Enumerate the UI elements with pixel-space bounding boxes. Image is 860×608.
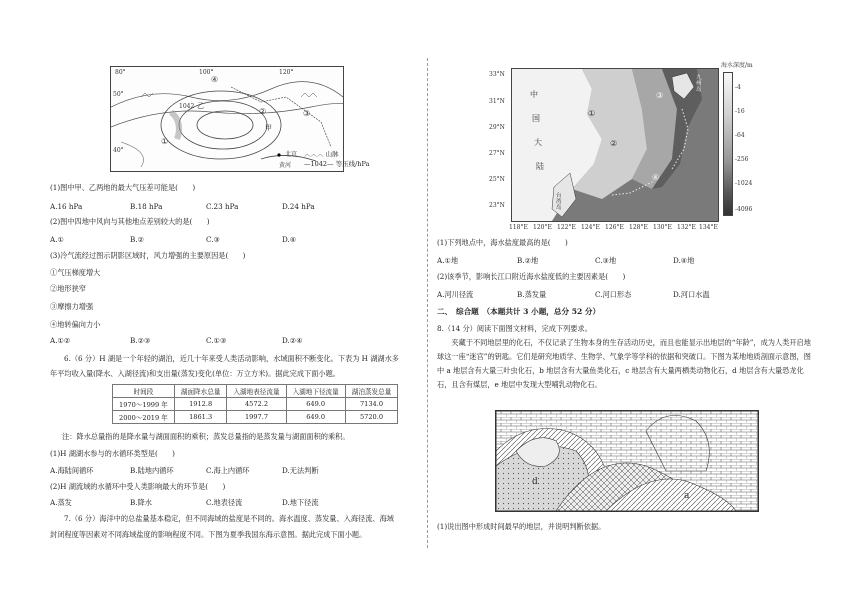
map-text-china: 国 <box>532 114 540 123</box>
option[interactable]: D.无法判断 <box>282 466 319 475</box>
option[interactable]: C.河口形态 <box>595 290 632 299</box>
statement-item: ③摩擦力增强 <box>50 302 94 311</box>
map-point-1: ① <box>588 109 596 118</box>
table-cell: 5720.0 <box>345 411 398 424</box>
depth-tick: -4 <box>735 84 741 91</box>
section-heading: 二、 综合题 （本题共计 3 小题，总分 52 分） <box>437 307 601 316</box>
question-intro: 封闭程度等因素对不同海域盐度的影响程度不同。下图为夏季我国东海示意图。据此完成下面小题。 <box>50 530 367 539</box>
table-cell: 4572.2 <box>227 398 286 411</box>
point-3: ③ <box>303 109 311 118</box>
map-text-china: 陆 <box>536 162 544 171</box>
legend-isobar: 等压线/hPa <box>335 160 370 168</box>
river-label: 黄河 <box>279 162 292 169</box>
mountain-legend-icon: ︿︿︿ <box>304 150 326 158</box>
beijing-label: 北京 <box>285 151 298 158</box>
statement-item: ②地形狭窄 <box>50 284 86 293</box>
option[interactable]: A.蒸发 <box>50 498 72 507</box>
left-column <box>50 0 410 608</box>
map-text-china: 中 <box>530 90 538 99</box>
table-header-cell: 湖面降水总量 <box>174 385 227 398</box>
option[interactable]: B.② <box>130 235 145 244</box>
depth-tick: -1024 <box>735 180 753 187</box>
table-cell: 1861.3 <box>174 411 227 424</box>
option[interactable]: B.蒸发量 <box>517 290 547 299</box>
lat-label: 40° <box>113 147 124 154</box>
table-cell: 1912.8 <box>174 398 227 411</box>
option[interactable]: D.④地 <box>673 256 695 265</box>
lat-label: 50° <box>113 91 124 98</box>
lake-data-table <box>112 384 398 424</box>
legend-mountain: 山脉 <box>325 150 339 158</box>
right-column <box>437 0 813 608</box>
lat-label: 25°N <box>489 176 505 183</box>
option[interactable]: D.24 hPa <box>282 202 315 211</box>
table-header-cell: 入湖地下径流量 <box>286 385 345 398</box>
question-text: (2)该季节，影响长江口附近海水盐度低的主要因素是( ) <box>437 272 626 281</box>
point-4: ④ <box>211 75 219 84</box>
map-point-2: ② <box>610 139 618 148</box>
layer-label-a: a <box>684 491 690 501</box>
question-text: (2)图中四地中风向与其他地点差别较大的是( ) <box>50 217 210 226</box>
option[interactable]: A.16 hPa <box>50 202 83 211</box>
option[interactable]: D.河口水温 <box>673 290 710 299</box>
table-cell: 7134.0 <box>345 398 398 411</box>
question-intro: 6.（6 分）H 湖是一个年轻的湖泊，近几十年来受人类活动影响，水域面积不断变化。下表为 H 湖湖水多 <box>64 354 399 363</box>
question-intro: 年平均收入量(降水、入湖径流)和支出量(蒸发)变化(单位：万立方米)。据此完成下面小题。 <box>50 369 340 378</box>
question-text: (1)H 湖湖水参与的水循环类型是( ) <box>50 449 175 458</box>
statement-item: ①气压梯度增大 <box>50 268 101 277</box>
lon-label: 126°E <box>605 224 624 231</box>
map-legend-isobar <box>304 160 369 169</box>
lon-label: 120° <box>279 69 294 76</box>
isobar-legend-icon: —1042— <box>304 160 336 168</box>
point-2: ② <box>259 107 267 116</box>
question-intro: 8.（14 分）阅读下面图文材料，完成下列要求。 <box>437 324 592 333</box>
table-row <box>113 398 398 411</box>
column-divider <box>427 58 428 548</box>
option[interactable]: C.③地 <box>595 256 617 265</box>
depth-tick: -64 <box>735 132 745 139</box>
lat-label: 31°N <box>489 98 505 105</box>
option[interactable]: C.地表径流 <box>206 498 243 507</box>
option[interactable]: D.②④ <box>282 336 303 345</box>
map-point-3: ③ <box>656 91 664 100</box>
option[interactable]: B.降水 <box>130 498 152 507</box>
kyushu-label: 九州岛 <box>696 75 702 93</box>
table-header-cell: 湖泊蒸发总量 <box>345 385 398 398</box>
option[interactable]: B.18 hPa <box>130 202 163 211</box>
lon-label: 128°E <box>629 224 648 231</box>
lon-label: 120°E <box>533 224 552 231</box>
table-cell: 1997.7 <box>227 411 286 424</box>
table-header-cell: 时间段 <box>113 385 175 398</box>
geology-graphic <box>496 411 758 511</box>
depth-color-bar <box>723 72 733 216</box>
question-text: (1)图中甲、乙两地的最大气压差可能是( ) <box>50 183 196 192</box>
question-text: (1)说出图中形成时间最早的地层，并说明判断依据。 <box>437 522 606 531</box>
question-text: (1)下列地点中，海水盐度最高的是( ) <box>437 238 568 247</box>
place-jia: 甲 <box>265 124 272 132</box>
table-header-row <box>113 385 398 398</box>
lon-label: 122°E <box>557 224 576 231</box>
option[interactable]: D.④ <box>282 235 297 244</box>
depth-tick: -16 <box>735 108 745 115</box>
option[interactable]: B.②地 <box>517 256 539 265</box>
east-china-sea-map <box>511 68 719 222</box>
lat-label: 29°N <box>489 124 505 131</box>
depth-tick: -256 <box>735 156 749 163</box>
table-header-cell: 入湖地表径流量 <box>227 385 286 398</box>
question-intro: 7.（6 分）海洋中的总盐量基本稳定，但不同海域的盐度是不同的。海水温度、蒸发量、入海径流、海域 <box>64 514 394 523</box>
material-paragraph: 夹藏于不同地层里的化石，不仅记录了生物本身的生存活动历史，而且也能显示出地层的“年龄”，成为人类开启地球这一座“迷宫”的钥匙。它们是研究地质学、生物学、气象学等学科的依据和突破口。下图为某地地质剖面示意图，图中 a 地层含有大量三叶虫化石，b 地层含有大量鱼类化石，c 地层含有大量两栖类动物化石，d 地层含有大量恐龙化石，且含有煤层，e 地层中发现大型哺乳动物化石。 <box>437 338 811 389</box>
option[interactable]: A.海陆间循环 <box>50 466 94 475</box>
table-cell: 2000～2019 年 <box>113 411 175 424</box>
option[interactable]: A.①地 <box>437 256 459 265</box>
option[interactable]: C.①③ <box>206 336 227 345</box>
question-text: (2)H 湖流域的水循环中受人类影响最大的环节是( ) <box>50 482 226 491</box>
depth-tick: -4096 <box>735 206 753 213</box>
lon-label: 80° <box>115 69 126 76</box>
option[interactable]: C.③ <box>206 235 220 244</box>
lon-label: 130°E <box>653 224 672 231</box>
lon-label: 124°E <box>581 224 600 231</box>
lon-label: 132°E <box>677 224 696 231</box>
option[interactable]: B.陆地内循环 <box>130 466 174 475</box>
lon-label: 134°E <box>699 224 718 231</box>
map-legend <box>304 150 339 159</box>
lat-label: 33°N <box>489 71 505 78</box>
table-cell: 1970～1999 年 <box>113 398 175 411</box>
layer-label-d: d <box>532 477 538 487</box>
lon-label: 100° <box>199 69 214 76</box>
table-note: 注：降水总量指的是降水量与湖面面积的乘积；蒸发总量指的是蒸发量与湖面面积的乘积。 <box>62 432 350 441</box>
map-point-4: ④ <box>652 173 660 182</box>
taiwan-label: 台湾岛 <box>556 193 562 211</box>
option[interactable]: C.23 hPa <box>206 202 239 211</box>
map-text-china: 大 <box>534 138 542 147</box>
question-text: (3)冷气流经过图示阴影区域时，风力增强的主要原因是( ) <box>50 251 246 260</box>
table-row <box>113 411 398 424</box>
place-yi: 乙 <box>197 102 204 110</box>
lat-label: 23°N <box>489 202 505 209</box>
point-1: ① <box>161 137 169 146</box>
option[interactable]: C.海上内循环 <box>206 466 250 475</box>
option[interactable]: A.① <box>50 235 64 244</box>
statement-item: ④地转偏向力小 <box>50 320 101 329</box>
depth-legend-title: 海水深度/m <box>721 62 753 69</box>
option[interactable]: D.地下径流 <box>282 498 319 507</box>
lon-label: 118°E <box>509 224 528 231</box>
option[interactable]: A.河川径流 <box>437 290 474 299</box>
isobar-value: 1042 <box>179 103 195 110</box>
option[interactable]: A.①② <box>50 336 71 345</box>
geology-cross-section <box>495 410 759 512</box>
table-cell: 649.0 <box>286 411 345 424</box>
option[interactable]: B.②③ <box>130 336 151 345</box>
table-cell: 649.0 <box>286 398 345 411</box>
lat-label: 27°N <box>489 150 505 157</box>
